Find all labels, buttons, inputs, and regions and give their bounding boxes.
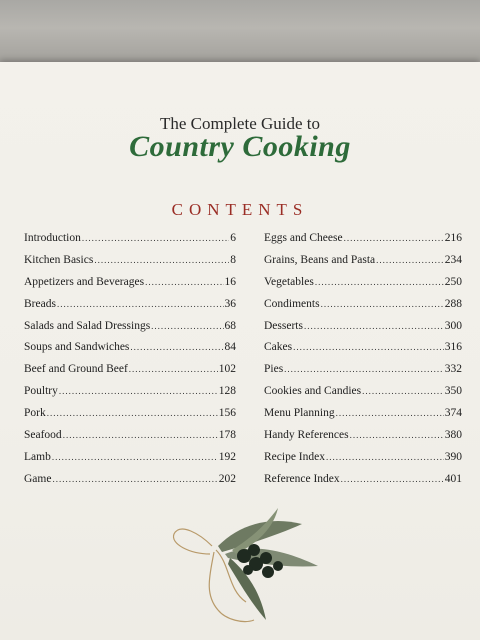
toc-entry-page: 202 [218,472,236,485]
toc-entry-title: Kitchen Basics [24,253,94,266]
toc-entry-title: Breads [24,297,56,310]
toc-right-column [264,232,462,495]
contents-heading: CONTENTS [171,200,309,219]
toc-entry-page: 316 [444,341,462,354]
toc-entry-page: 128 [218,385,236,398]
background-surface [0,0,480,70]
toc-entry [264,341,462,363]
toc-entry-page: 234 [444,253,462,266]
toc-entry [264,473,462,495]
toc-entry [264,451,462,473]
toc-entry-page: 16 [224,275,236,288]
toc-entry-title: Game [24,472,52,485]
dot-leader [59,386,218,396]
toc-entry-page: 250 [444,275,462,288]
toc-entry [24,232,236,254]
dot-leader [47,408,218,418]
dot-leader [284,364,444,374]
dot-leader [321,299,444,309]
herb-sprig-illustration [170,494,330,634]
toc-entry [264,298,462,320]
toc-entry-title: Desserts [264,319,303,332]
toc-entry [264,429,462,451]
dot-leader [341,474,444,484]
toc-entry-title: Condiments [264,297,320,310]
toc-entry-page: 300 [444,319,462,332]
toc-entry-title: Reference Index [264,472,340,485]
dot-leader [344,233,444,243]
dot-leader [350,430,444,440]
toc-entry-page: 178 [218,429,236,442]
toc-entry [264,363,462,385]
toc-entry [264,276,462,298]
toc-entry-page: 192 [218,450,236,463]
toc-entry [24,429,236,451]
toc-entry-page: 390 [444,450,462,463]
toc-entry-page: 374 [444,407,462,420]
toc-entry-title: Recipe Index [264,450,325,463]
dot-leader [151,321,223,331]
toc-entry-page: 288 [444,297,462,310]
dot-leader [57,299,224,309]
toc-entry-title: Beef and Ground Beef [24,363,128,376]
toc-entry [24,363,236,385]
dot-leader [315,277,444,287]
toc-entry-title: Introduction [24,232,81,244]
dot-leader [63,430,218,440]
toc-entry-title: Vegetables [264,275,314,288]
toc-entry [264,320,462,342]
toc-entry-page: 216 [444,232,462,244]
dot-leader [82,233,229,243]
dot-leader [336,408,444,418]
toc-left-column [24,232,236,495]
toc-entry-title: Soups and Sandwiches [24,341,130,354]
dot-leader [362,386,444,396]
dot-leader [326,452,444,462]
leaf-icon [218,508,318,620]
toc-entry-title: Cookies and Candies [264,385,362,398]
book-page [0,62,480,640]
toc-entry [264,407,462,429]
toc-entry-page: 36 [224,297,236,310]
dot-leader [304,321,444,331]
toc-entry-page: 84 [224,341,236,354]
book-title-line1: The Complete Guide to [159,114,321,133]
toc-entry [24,385,236,407]
toc-entry [24,451,236,473]
toc-entry [24,473,236,495]
toc-entry [24,407,236,429]
toc-entry-title: Menu Planning [264,407,335,420]
toc-entry-page: 156 [218,407,236,420]
toc-entry-title: Cakes [264,341,293,354]
toc-entry-page: 102 [218,363,236,376]
dot-leader [376,255,444,265]
toc-entry [24,298,236,320]
toc-entry-title: Handy References [264,429,349,442]
toc-entry [264,232,462,254]
toc-entry-page: 380 [444,429,462,442]
dot-leader [94,255,229,265]
dot-leader [52,452,218,462]
book-title-line2: Country Cooking [129,130,351,163]
toc-entry-title: Pies [264,363,284,376]
toc-entry-title: Salads and Salad Dressings [24,319,151,332]
toc-entry [24,341,236,363]
toc-entry-page: 401 [444,472,462,485]
toc-entry-title: Eggs and Cheese [264,232,343,244]
toc-entry-page: 6 [230,232,236,244]
toc-entry-page: 350 [444,385,462,398]
dot-leader [130,342,223,352]
toc-entry-title: Seafood [24,429,62,442]
toc-entry-page: 332 [444,363,462,376]
toc-entry-title: Lamb [24,450,51,463]
toc-entry [264,385,462,407]
toc-entry [24,254,236,276]
toc-entry [264,254,462,276]
dot-leader [129,364,218,374]
toc-entry-title: Pork [24,407,46,420]
toc-entry-title: Poultry [24,385,58,398]
dot-leader [293,342,444,352]
toc-entry [24,320,236,342]
toc-entry-title: Appetizers and Beverages [24,275,145,288]
dot-leader [52,474,217,484]
toc-entry-page: 8 [230,253,236,266]
toc-entry-title: Grains, Beans and Pasta [264,253,376,266]
toc-entry-page: 68 [224,319,236,332]
toc-entry [24,276,236,298]
dot-leader [145,277,223,287]
